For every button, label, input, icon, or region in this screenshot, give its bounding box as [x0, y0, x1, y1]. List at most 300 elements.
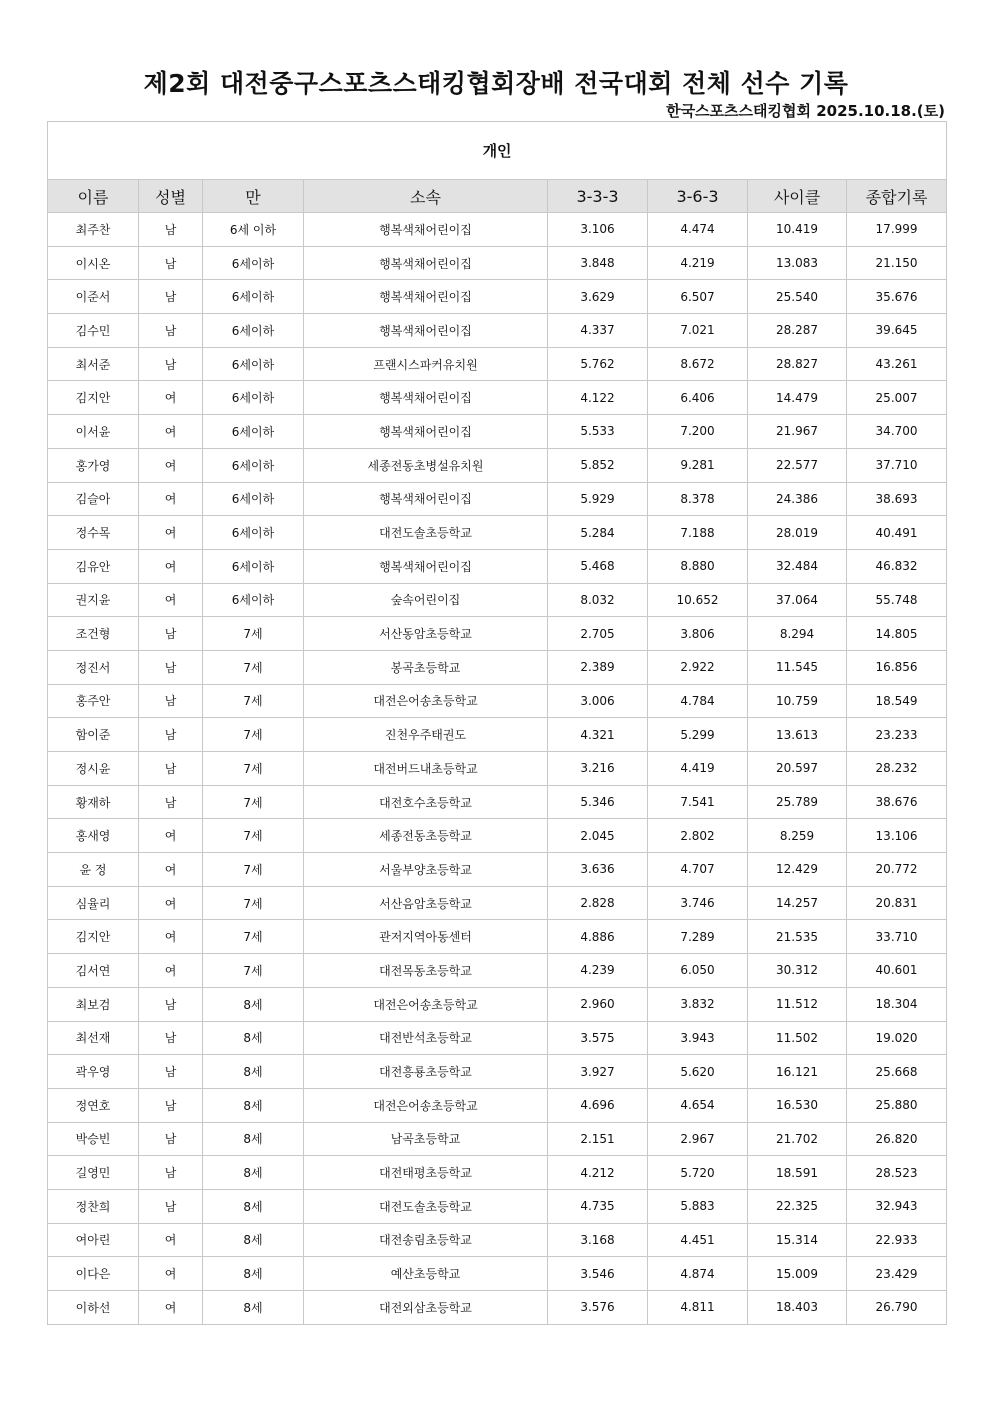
table-row: [48, 347, 947, 381]
table-row: [48, 1257, 947, 1291]
cell-name: 권지윤: [48, 583, 139, 617]
cell-cycle: 8.259: [748, 819, 847, 853]
cell-cycle: 15.314: [748, 1223, 847, 1257]
column-header-total: 종합기록: [847, 180, 947, 213]
cell-333: 4.735: [548, 1189, 648, 1223]
cell-cycle: 22.325: [748, 1189, 847, 1223]
cell-name: 김지안: [48, 381, 139, 415]
cell-age: 6세이하: [203, 583, 304, 617]
cell-gender: 여: [139, 853, 203, 887]
cell-name: 김지안: [48, 920, 139, 954]
cell-363: 6.507: [648, 280, 748, 314]
cell-affiliation: 대전목동초등학교: [304, 954, 548, 988]
cell-age: 8세: [203, 987, 304, 1021]
cell-333: 3.575: [548, 1021, 648, 1055]
cell-363: 4.811: [648, 1291, 748, 1325]
cell-333: 2.045: [548, 819, 648, 853]
cell-cycle: 13.083: [748, 246, 847, 280]
cell-affiliation: 대전은어송초등학교: [304, 1088, 548, 1122]
cell-total: 22.933: [847, 1223, 947, 1257]
cell-363: 4.474: [648, 213, 748, 247]
cell-age: 8세: [203, 1189, 304, 1223]
cell-total: 13.106: [847, 819, 947, 853]
cell-age: 8세: [203, 1223, 304, 1257]
column-header-name: 이름: [48, 180, 139, 213]
cell-333: 2.151: [548, 1122, 648, 1156]
cell-affiliation: 관저지역아동센터: [304, 920, 548, 954]
cell-cycle: 25.789: [748, 785, 847, 819]
cell-age: 8세: [203, 1055, 304, 1089]
cell-age: 7세: [203, 819, 304, 853]
cell-gender: 남: [139, 347, 203, 381]
cell-age: 7세: [203, 752, 304, 786]
table-row: [48, 381, 947, 415]
cell-gender: 여: [139, 1223, 203, 1257]
cell-affiliation: 프랜시스파커유치원: [304, 347, 548, 381]
cell-363: 7.541: [648, 785, 748, 819]
table-body: [48, 213, 947, 1325]
cell-cycle: 18.403: [748, 1291, 847, 1325]
cell-affiliation: 행복색채어린이집: [304, 415, 548, 449]
cell-affiliation: 대전반석초등학교: [304, 1021, 548, 1055]
cell-age: 6세 이하: [203, 213, 304, 247]
cell-363: 7.021: [648, 314, 748, 348]
cell-age: 7세: [203, 954, 304, 988]
cell-gender: 여: [139, 954, 203, 988]
cell-total: 34.700: [847, 415, 947, 449]
table-row: [48, 1122, 947, 1156]
table-row: [48, 1088, 947, 1122]
table-row: [48, 549, 947, 583]
cell-affiliation: 대전도솔초등학교: [304, 516, 548, 550]
cell-cycle: 21.967: [748, 415, 847, 449]
cell-age: 6세이하: [203, 314, 304, 348]
cell-affiliation: 예산초등학교: [304, 1257, 548, 1291]
cell-333: 2.960: [548, 987, 648, 1021]
cell-cycle: 16.530: [748, 1088, 847, 1122]
cell-363: 3.746: [648, 886, 748, 920]
cell-cycle: 16.121: [748, 1055, 847, 1089]
cell-age: 7세: [203, 785, 304, 819]
cell-333: 4.321: [548, 718, 648, 752]
cell-affiliation: 진천우주태권도: [304, 718, 548, 752]
table-row: [48, 280, 947, 314]
cell-name: 길영민: [48, 1156, 139, 1190]
cell-age: 8세: [203, 1257, 304, 1291]
cell-gender: 여: [139, 1257, 203, 1291]
cell-age: 6세이하: [203, 448, 304, 482]
cell-363: 4.874: [648, 1257, 748, 1291]
table-row: [48, 448, 947, 482]
cell-cycle: 37.064: [748, 583, 847, 617]
cell-cycle: 28.287: [748, 314, 847, 348]
table-row: [48, 314, 947, 348]
table-row: [48, 246, 947, 280]
cell-affiliation: 행복색채어린이집: [304, 213, 548, 247]
header-row: [48, 180, 947, 213]
cell-363: 9.281: [648, 448, 748, 482]
cell-333: 5.533: [548, 415, 648, 449]
cell-gender: 남: [139, 650, 203, 684]
cell-affiliation: 봉곡초등학교: [304, 650, 548, 684]
cell-363: 2.967: [648, 1122, 748, 1156]
cell-363: 7.200: [648, 415, 748, 449]
cell-age: 8세: [203, 1088, 304, 1122]
cell-gender: 남: [139, 684, 203, 718]
cell-affiliation: 세종전동초병설유치원: [304, 448, 548, 482]
cell-gender: 남: [139, 280, 203, 314]
cell-gender: 남: [139, 213, 203, 247]
cell-name: 황재하: [48, 785, 139, 819]
cell-total: 55.748: [847, 583, 947, 617]
cell-name: 이하선: [48, 1291, 139, 1325]
cell-total: 20.772: [847, 853, 947, 887]
cell-cycle: 18.591: [748, 1156, 847, 1190]
cell-cycle: 13.613: [748, 718, 847, 752]
cell-363: 8.880: [648, 549, 748, 583]
cell-363: 2.922: [648, 650, 748, 684]
cell-name: 김슬아: [48, 482, 139, 516]
cell-363: 10.652: [648, 583, 748, 617]
cell-gender: 남: [139, 1189, 203, 1223]
cell-363: 5.620: [648, 1055, 748, 1089]
cell-gender: 남: [139, 785, 203, 819]
cell-gender: 남: [139, 987, 203, 1021]
cell-333: 2.705: [548, 617, 648, 651]
table-row: [48, 1021, 947, 1055]
cell-cycle: 25.540: [748, 280, 847, 314]
cell-333: 4.886: [548, 920, 648, 954]
cell-name: 홍새영: [48, 819, 139, 853]
cell-affiliation: 대전도솔초등학교: [304, 1189, 548, 1223]
cell-cycle: 11.512: [748, 987, 847, 1021]
column-header-363: 3-6-3: [648, 180, 748, 213]
cell-age: 6세이하: [203, 549, 304, 583]
cell-affiliation: 행복색채어린이집: [304, 314, 548, 348]
cell-363: 5.720: [648, 1156, 748, 1190]
cell-333: 5.284: [548, 516, 648, 550]
column-header-age: 만: [203, 180, 304, 213]
cell-gender: 여: [139, 482, 203, 516]
cell-total: 46.832: [847, 549, 947, 583]
cell-name: 홍주안: [48, 684, 139, 718]
cell-cycle: 10.759: [748, 684, 847, 718]
cell-333: 8.032: [548, 583, 648, 617]
cell-name: 심율리: [48, 886, 139, 920]
cell-total: 16.856: [847, 650, 947, 684]
cell-total: 28.523: [847, 1156, 947, 1190]
section-title: 개인: [48, 122, 947, 180]
column-header-cycle: 사이클: [748, 180, 847, 213]
cell-363: 3.943: [648, 1021, 748, 1055]
cell-333: 3.546: [548, 1257, 648, 1291]
cell-age: 6세이하: [203, 415, 304, 449]
table-row: [48, 785, 947, 819]
cell-363: 6.050: [648, 954, 748, 988]
cell-333: 5.852: [548, 448, 648, 482]
cell-affiliation: 서산동암초등학교: [304, 617, 548, 651]
cell-name: 함이준: [48, 718, 139, 752]
cell-affiliation: 대전송림초등학교: [304, 1223, 548, 1257]
cell-333: 2.389: [548, 650, 648, 684]
cell-333: 3.629: [548, 280, 648, 314]
cell-total: 18.304: [847, 987, 947, 1021]
table-row: [48, 213, 947, 247]
cell-total: 39.645: [847, 314, 947, 348]
cell-gender: 남: [139, 617, 203, 651]
table-row: [48, 718, 947, 752]
cell-363: 4.451: [648, 1223, 748, 1257]
cell-age: 6세이하: [203, 516, 304, 550]
cell-age: 6세이하: [203, 246, 304, 280]
table-row: [48, 684, 947, 718]
cell-363: 8.672: [648, 347, 748, 381]
cell-age: 8세: [203, 1291, 304, 1325]
cell-name: 홍가영: [48, 448, 139, 482]
cell-gender: 여: [139, 448, 203, 482]
records-table: [47, 121, 947, 1325]
cell-affiliation: 대전외삼초등학교: [304, 1291, 548, 1325]
column-header-gender: 성별: [139, 180, 203, 213]
cell-affiliation: 서울부양초등학교: [304, 853, 548, 887]
cell-age: 6세이하: [203, 482, 304, 516]
table-row: [48, 954, 947, 988]
table-row: [48, 1223, 947, 1257]
page-title: 제2회 대전중구스포츠스태킹협회장배 전국대회 전체 선수 기록: [143, 69, 849, 98]
cell-total: 43.261: [847, 347, 947, 381]
cell-age: 8세: [203, 1122, 304, 1156]
cell-affiliation: 행복색채어린이집: [304, 482, 548, 516]
cell-cycle: 8.294: [748, 617, 847, 651]
cell-name: 이준서: [48, 280, 139, 314]
cell-363: 4.654: [648, 1088, 748, 1122]
cell-363: 5.299: [648, 718, 748, 752]
table-row: [48, 1055, 947, 1089]
cell-363: 4.707: [648, 853, 748, 887]
table-row: [48, 920, 947, 954]
cell-name: 최서준: [48, 347, 139, 381]
cell-333: 3.576: [548, 1291, 648, 1325]
cell-363: 8.378: [648, 482, 748, 516]
cell-affiliation: 행복색채어린이집: [304, 381, 548, 415]
cell-name: 이서윤: [48, 415, 139, 449]
cell-total: 38.693: [847, 482, 947, 516]
cell-total: 37.710: [847, 448, 947, 482]
cell-name: 여아린: [48, 1223, 139, 1257]
cell-name: 김서연: [48, 954, 139, 988]
table-row: [48, 482, 947, 516]
table-row: [48, 415, 947, 449]
cell-gender: 남: [139, 718, 203, 752]
cell-gender: 남: [139, 1021, 203, 1055]
cell-total: 38.676: [847, 785, 947, 819]
cell-age: 7세: [203, 886, 304, 920]
table-row: [48, 752, 947, 786]
cell-cycle: 20.597: [748, 752, 847, 786]
cell-total: 23.233: [847, 718, 947, 752]
cell-gender: 여: [139, 549, 203, 583]
cell-age: 7세: [203, 853, 304, 887]
cell-affiliation: 행복색채어린이집: [304, 549, 548, 583]
cell-age: 6세이하: [203, 347, 304, 381]
cell-age: 6세이하: [203, 280, 304, 314]
cell-age: 7세: [203, 920, 304, 954]
table-row: [48, 516, 947, 550]
cell-affiliation: 서산음암초등학교: [304, 886, 548, 920]
cell-363: 4.784: [648, 684, 748, 718]
cell-333: 5.762: [548, 347, 648, 381]
page-subtitle: 한국스포츠스태킹협회 2025.10.18.(토): [666, 102, 945, 120]
cell-total: 40.601: [847, 954, 947, 988]
cell-cycle: 32.484: [748, 549, 847, 583]
cell-total: 26.790: [847, 1291, 947, 1325]
column-header-affiliation: 소속: [304, 180, 548, 213]
cell-cycle: 11.502: [748, 1021, 847, 1055]
cell-cycle: 14.257: [748, 886, 847, 920]
cell-363: 6.406: [648, 381, 748, 415]
cell-363: 7.188: [648, 516, 748, 550]
table-row: [48, 1291, 947, 1325]
cell-affiliation: 행복색채어린이집: [304, 280, 548, 314]
cell-333: 4.212: [548, 1156, 648, 1190]
cell-name: 김수민: [48, 314, 139, 348]
cell-cycle: 24.386: [748, 482, 847, 516]
cell-name: 정수목: [48, 516, 139, 550]
cell-363: 4.419: [648, 752, 748, 786]
cell-gender: 여: [139, 415, 203, 449]
cell-333: 4.696: [548, 1088, 648, 1122]
cell-gender: 남: [139, 1122, 203, 1156]
cell-333: 4.239: [548, 954, 648, 988]
cell-name: 정연호: [48, 1088, 139, 1122]
table-row: [48, 617, 947, 651]
cell-name: 박승빈: [48, 1122, 139, 1156]
cell-total: 26.820: [847, 1122, 947, 1156]
cell-333: 5.468: [548, 549, 648, 583]
cell-363: 3.832: [648, 987, 748, 1021]
cell-cycle: 11.545: [748, 650, 847, 684]
cell-total: 20.831: [847, 886, 947, 920]
table-row: [48, 886, 947, 920]
table-row: [48, 583, 947, 617]
cell-gender: 남: [139, 1088, 203, 1122]
cell-cycle: 15.009: [748, 1257, 847, 1291]
cell-age: 7세: [203, 617, 304, 651]
cell-affiliation: 남곡초등학교: [304, 1122, 548, 1156]
cell-affiliation: 대전흥룡초등학교: [304, 1055, 548, 1089]
section-row: [48, 122, 947, 180]
cell-gender: 여: [139, 819, 203, 853]
cell-total: 17.999: [847, 213, 947, 247]
cell-cycle: 28.827: [748, 347, 847, 381]
cell-gender: 여: [139, 886, 203, 920]
table-row: [48, 987, 947, 1021]
cell-affiliation: 대전은어송초등학교: [304, 987, 548, 1021]
cell-total: 33.710: [847, 920, 947, 954]
cell-affiliation: 숲속어린이집: [304, 583, 548, 617]
cell-333: 3.006: [548, 684, 648, 718]
cell-name: 조건형: [48, 617, 139, 651]
column-header-333: 3-3-3: [548, 180, 648, 213]
cell-name: 최주찬: [48, 213, 139, 247]
cell-total: 35.676: [847, 280, 947, 314]
cell-age: 8세: [203, 1156, 304, 1190]
cell-total: 25.007: [847, 381, 947, 415]
cell-333: 5.929: [548, 482, 648, 516]
cell-333: 3.636: [548, 853, 648, 887]
cell-gender: 남: [139, 246, 203, 280]
cell-affiliation: 대전태평초등학교: [304, 1156, 548, 1190]
cell-gender: 남: [139, 752, 203, 786]
cell-363: 4.219: [648, 246, 748, 280]
cell-333: 4.122: [548, 381, 648, 415]
cell-cycle: 12.429: [748, 853, 847, 887]
table-row: [48, 853, 947, 887]
cell-total: 32.943: [847, 1189, 947, 1223]
cell-gender: 남: [139, 314, 203, 348]
cell-363: 3.806: [648, 617, 748, 651]
cell-name: 정찬희: [48, 1189, 139, 1223]
cell-affiliation: 세종전동초등학교: [304, 819, 548, 853]
cell-total: 25.668: [847, 1055, 947, 1089]
cell-333: 2.828: [548, 886, 648, 920]
cell-total: 23.429: [847, 1257, 947, 1291]
cell-affiliation: 대전호수초등학교: [304, 785, 548, 819]
cell-affiliation: 대전버드내초등학교: [304, 752, 548, 786]
table-row: [48, 1189, 947, 1223]
cell-age: 7세: [203, 718, 304, 752]
cell-age: 7세: [203, 684, 304, 718]
cell-total: 28.232: [847, 752, 947, 786]
cell-name: 최보검: [48, 987, 139, 1021]
cell-cycle: 22.577: [748, 448, 847, 482]
cell-cycle: 10.419: [748, 213, 847, 247]
cell-gender: 여: [139, 583, 203, 617]
cell-333: 3.106: [548, 213, 648, 247]
cell-gender: 여: [139, 1291, 203, 1325]
cell-total: 25.880: [847, 1088, 947, 1122]
cell-333: 4.337: [548, 314, 648, 348]
cell-age: 6세이하: [203, 381, 304, 415]
cell-cycle: 21.702: [748, 1122, 847, 1156]
cell-total: 18.549: [847, 684, 947, 718]
cell-name: 최선재: [48, 1021, 139, 1055]
cell-name: 곽우영: [48, 1055, 139, 1089]
cell-total: 14.805: [847, 617, 947, 651]
cell-333: 5.346: [548, 785, 648, 819]
cell-name: 정시윤: [48, 752, 139, 786]
cell-name: 윤 정: [48, 853, 139, 887]
cell-gender: 여: [139, 381, 203, 415]
cell-363: 5.883: [648, 1189, 748, 1223]
cell-age: 8세: [203, 1021, 304, 1055]
cell-363: 2.802: [648, 819, 748, 853]
cell-total: 19.020: [847, 1021, 947, 1055]
cell-333: 3.216: [548, 752, 648, 786]
cell-name: 이다은: [48, 1257, 139, 1291]
table-row: [48, 1156, 947, 1190]
cell-363: 7.289: [648, 920, 748, 954]
cell-total: 21.150: [847, 246, 947, 280]
cell-name: 이시온: [48, 246, 139, 280]
table-row: [48, 650, 947, 684]
cell-gender: 여: [139, 516, 203, 550]
cell-cycle: 21.535: [748, 920, 847, 954]
cell-affiliation: 대전은어송초등학교: [304, 684, 548, 718]
cell-total: 40.491: [847, 516, 947, 550]
cell-gender: 남: [139, 1156, 203, 1190]
table-row: [48, 819, 947, 853]
